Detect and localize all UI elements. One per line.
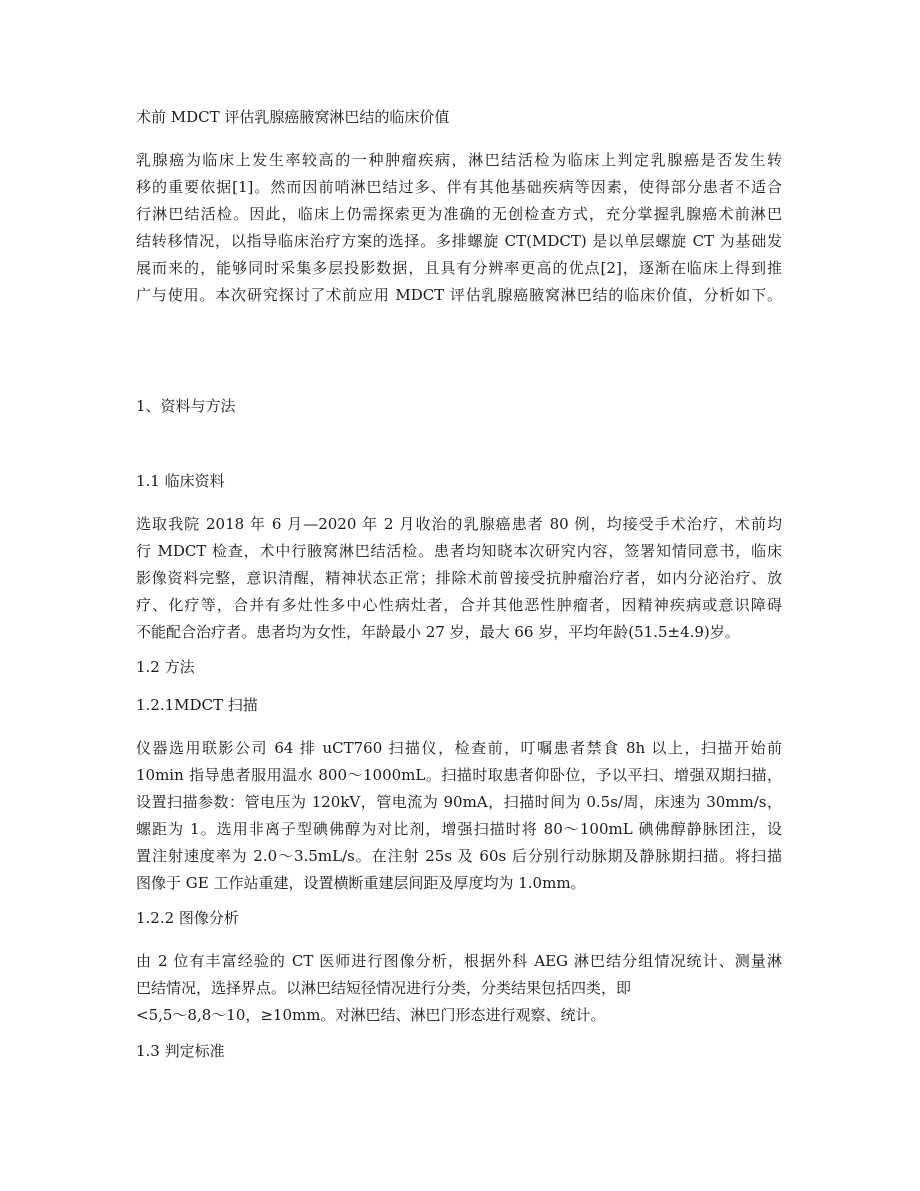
paragraph-line: 仪器选用联影公司 64 排 uCT760 扫描仪，检查前，叮嘱患者禁食 8h 以上，扫描开始前 [136, 739, 782, 757]
paragraph-line: 置注射速度率为 2.0～3.5mL/s。在注射 25s 及 60s 后分别行动脉期及静脉期扫描。将扫描 [136, 847, 782, 865]
subsection-heading: 1.2 方法 [136, 658, 195, 676]
paragraph-line: 10min 指导患者服用温水 800～1000mL。扫描时取患者仰卧位，予以平扫、增强双期扫描， [136, 766, 782, 784]
paragraph-line: 巴结情况，选择界点。以淋巴结短径情况进行分类，分类结果包括四类，即 [136, 979, 632, 997]
paragraph-line: <5,5～8,8～10，≥10mm。对淋巴结、淋巴门形态进行观察、统计。 [136, 1006, 606, 1024]
paragraph-line: 不能配合治疗者。患者均为女性，年龄最小 27 岁，最大 66 岁，平均年龄(51.5±4.9)岁。 [136, 623, 740, 641]
paragraph-line: 移的重要依据[1]。然而因前哨淋巴结过多、伴有其他基础疾病等因素，使得部分患者不适合 [136, 178, 782, 196]
paragraph-line: 行 MDCT 检查，术中行腋窝淋巴结活检。患者均知晓本次研究内容，签署知情同意书，临床 [136, 542, 782, 560]
paragraph-line: 疗、化疗等，合并有多灶性多中心性病灶者，合并其他恶性肿瘤者，因精神疾病或意识障碍 [136, 596, 782, 614]
paragraph-line: 选取我院 2018 年 6 月—2020 年 2 月收治的乳腺癌患者 80 例，均接受手术治疗，术前均 [136, 515, 782, 533]
subsection-heading: 1.3 判定标准 [136, 1042, 225, 1060]
subsection-heading: 1.2.2 图像分析 [136, 909, 239, 927]
paragraph-line: 乳腺癌为临床上发生率较高的一种肿瘤疾病，淋巴结活检为临床上判定乳腺癌是否发生转 [136, 151, 782, 169]
paragraph-line: 图像于 GE 工作站重建，设置横断重建层间距及厚度均为 1.0mm。 [136, 874, 586, 892]
paragraph-line: 行淋巴结活检。因此，临床上仍需探索更为准确的无创检查方式，充分掌握乳腺癌术前淋巴 [136, 205, 782, 223]
paragraph-line: 设置扫描参数：管电压为 120kV，管电流为 90mA，扫描时间为 0.5s/周，床速为 30mm/s， [136, 793, 782, 811]
section-heading: 1、资料与方法 [136, 397, 236, 415]
paragraph-line: 广与使用。本次研究探讨了术前应用 MDCT 评估乳腺癌腋窝淋巴结的临床价值，分析如下。 [136, 286, 782, 304]
paragraph-line: 螺距为 1。选用非离子型碘佛醇为对比剂，增强扫描时将 80～100mL 碘佛醇静脉团注，设 [136, 820, 782, 838]
document-title: 术前 MDCT 评估乳腺癌腋窝淋巴结的临床价值 [136, 108, 450, 126]
paragraph-line: 结转移情况，以指导临床治疗方案的选择。多排螺旋 CT(MDCT) 是以单层螺旋 CT 为基础发 [136, 232, 782, 250]
paragraph-line: 由 2 位有丰富经验的 CT 医师进行图像分析，根据外科 AEG 淋巴结分组情况统计、测量淋 [136, 952, 782, 970]
subsection-heading: 1.2.1MDCT 扫描 [136, 696, 258, 714]
subsection-heading: 1.1 临床资料 [136, 472, 225, 490]
paragraph-line: 展而来的，能够同时采集多层投影数据，且具有分辨率更高的优点[2]，逐渐在临床上得到推 [136, 259, 782, 277]
paragraph-line: 影像资料完整，意识清醒，精神状态正常；排除术前曾接受抗肿瘤治疗者，如内分泌治疗、放 [136, 569, 782, 587]
